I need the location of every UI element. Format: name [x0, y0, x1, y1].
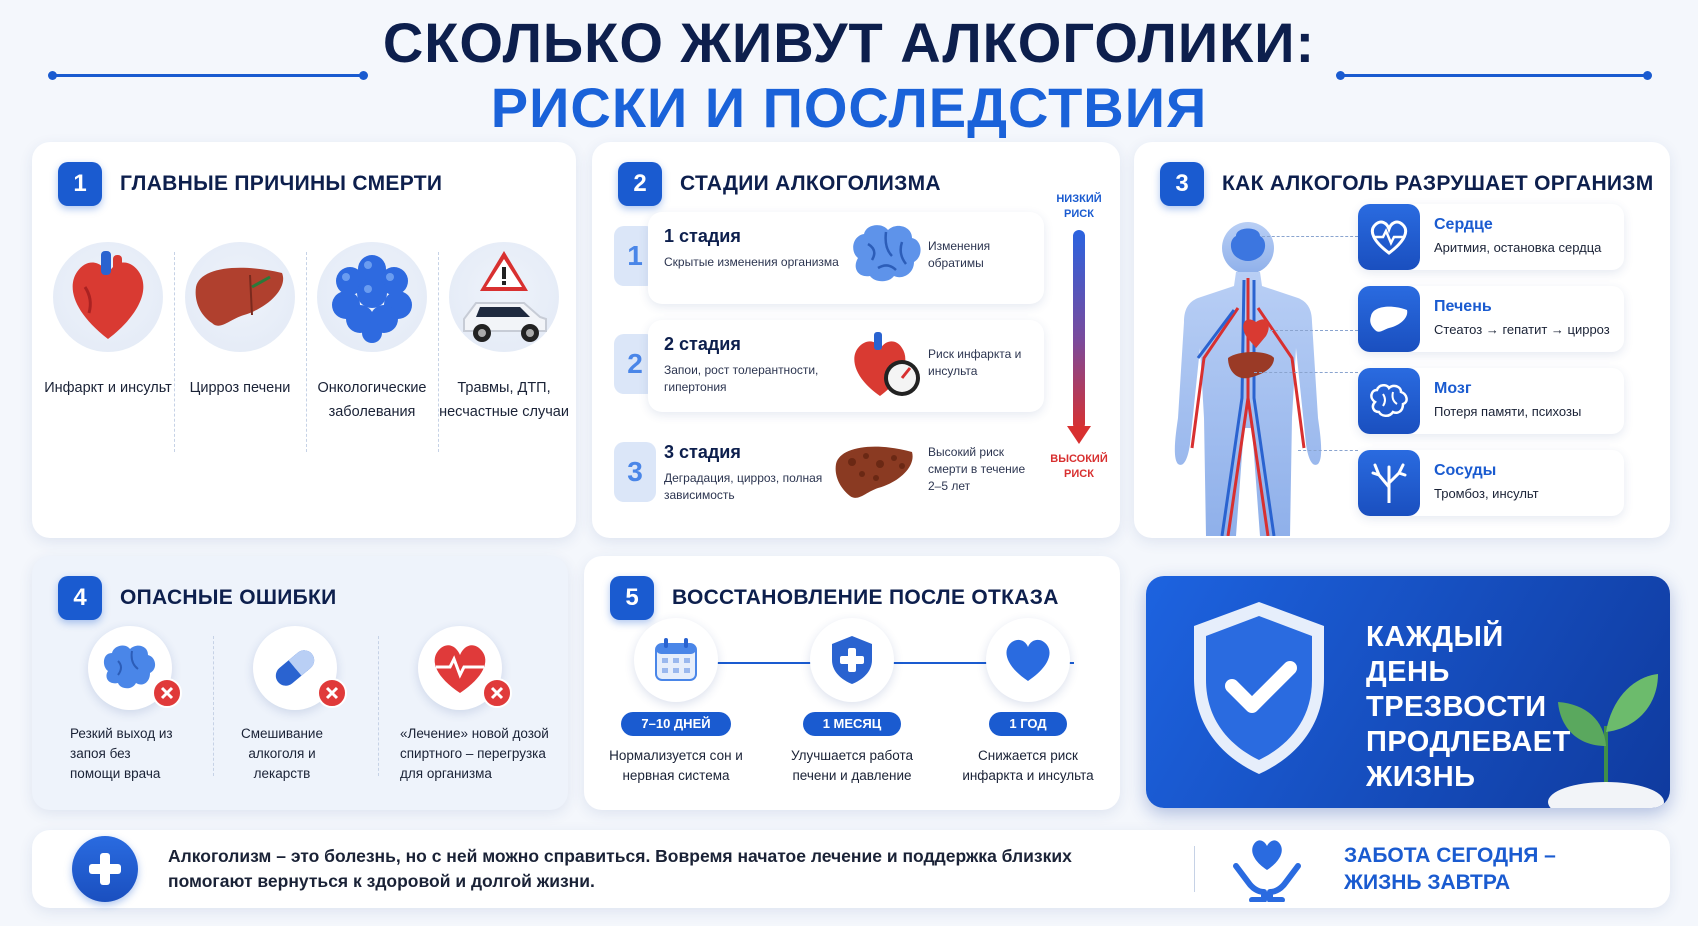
car-warning-icon [449, 242, 559, 352]
organ-name: Печень [1434, 298, 1492, 315]
recovery-step [772, 618, 932, 786]
leader-line [1298, 450, 1358, 451]
brain-icon [1358, 368, 1420, 434]
organ-card-brain [1358, 368, 1624, 434]
section-title: КАК АЛКОГОЛЬ РАЗРУШАЕТ ОРГАНИЗМ [1222, 172, 1654, 195]
causes-panel [32, 142, 576, 538]
stage-description: Скрытые изменения организма [664, 255, 839, 269]
liver-icon [185, 242, 295, 352]
footer-bar [32, 830, 1670, 908]
heart-icon [53, 242, 163, 352]
stage-number: 1 [614, 226, 656, 286]
medical-plus-icon [72, 836, 138, 902]
vessels-icon [1358, 450, 1420, 516]
footer-divider [1194, 846, 1195, 892]
stage-card [648, 428, 1044, 520]
page-title: СКОЛЬКО ЖИВУТ АЛКОГОЛИКИ: [382, 11, 1316, 74]
organ-description: Аритмия, остановка сердца [1434, 240, 1602, 255]
risk-gradient-bar [1073, 230, 1085, 430]
recovery-label: Нормализуется сон и нервная система [609, 748, 743, 783]
section-number: 4 [58, 576, 102, 620]
cause-label: Цирроз печени [189, 380, 291, 396]
stage-note: Изменения обратимы [928, 239, 991, 270]
stage-item [614, 320, 1044, 412]
stage-card [648, 320, 1044, 412]
stage-item [614, 212, 1044, 304]
organs-panel [1134, 142, 1670, 538]
mistake-item [217, 626, 382, 784]
mistake-item [382, 626, 562, 784]
risk-low-label: НИЗКИЙ РИСК [1056, 193, 1102, 220]
hands-heart-icon [1232, 836, 1302, 902]
damaged-liver-icon [832, 438, 912, 510]
recovery-panel [584, 556, 1120, 810]
close-icon [482, 678, 512, 708]
section-number: 5 [610, 576, 654, 620]
calendar-icon [634, 618, 718, 702]
body-figure-icon [1158, 218, 1338, 536]
cells-icon [317, 242, 427, 352]
stages-panel [592, 142, 1120, 538]
section-title: СТАДИИ АЛКОГОЛИЗМА [680, 172, 941, 195]
organ-description: Стеатоз → гепатит → цирроз [1434, 322, 1610, 337]
leader-line [1270, 330, 1358, 331]
organ-card-heart [1358, 204, 1624, 270]
recovery-label: Снижается риск инфаркта и инсульта [962, 748, 1094, 783]
heart-gauge-icon [848, 330, 928, 402]
mistake-label: «Лечение» новой дозой спиртного – перегрузка для организма [400, 726, 549, 781]
mistakes-panel [32, 556, 568, 810]
footer-slogan: ЗАБОТА СЕГОДНЯ – ЖИЗНЬ ЗАВТРА [1344, 844, 1556, 894]
cause-label: Травмы, ДТП, несчастные случаи [439, 380, 569, 420]
recovery-label: Улучшается работа печени и давление [790, 748, 914, 783]
cause-item [438, 242, 570, 424]
leader-line [1254, 372, 1358, 373]
leader-line [1262, 236, 1358, 237]
organ-name: Сердце [1434, 216, 1493, 233]
close-icon [152, 678, 182, 708]
heart-icon [986, 618, 1070, 702]
organ-description: Потеря памяти, психозы [1434, 404, 1582, 419]
organ-name: Сосуды [1434, 462, 1497, 479]
footer-message: Алкоголизм – это болезнь, но с ней можно справиться. Вовремя начатое лечение и поддержка близких помогают вернуться к здоровой и долгой жизни. [168, 846, 1072, 891]
stage-description: Запои, рост толерантности, гипертония [664, 363, 819, 394]
close-icon [317, 678, 347, 708]
organ-description: Тромбоз, инсульт [1434, 486, 1539, 501]
stage-description: Деградация, цирроз, полная зависимость [664, 471, 823, 502]
cause-item [174, 242, 306, 424]
section-number: 2 [618, 162, 662, 206]
period-badge: 7–10 ДНЕЙ [621, 712, 730, 736]
cause-item [42, 242, 174, 424]
stage-title: 3 стадия [664, 442, 741, 462]
liver-icon [1358, 286, 1420, 352]
pill-icon [253, 626, 337, 710]
cause-item [306, 242, 438, 424]
mistake-label: Резкий выход из запоя без помощи врача [70, 726, 173, 781]
recovery-step [948, 618, 1108, 786]
page-header [0, 10, 1698, 140]
period-badge: 1 МЕСЯЦ [803, 712, 902, 736]
heart-pulse-icon [1358, 204, 1420, 270]
heart-pulse-icon [418, 626, 502, 710]
brain-icon [848, 222, 928, 294]
risk-high-label: ВЫСОКИЙ РИСК [1050, 453, 1108, 480]
shield-plus-icon [810, 618, 894, 702]
risk-arrow-icon [1067, 426, 1091, 444]
sprout-icon [1546, 646, 1666, 808]
mistake-label: Смешивание алкоголя и лекарств [241, 726, 323, 781]
organ-name: Мозг [1434, 380, 1472, 397]
stage-number: 3 [614, 442, 656, 502]
section-number: 1 [58, 162, 102, 206]
stage-title: 2 стадия [664, 334, 741, 354]
section-title: ВОССТАНОВЛЕНИЕ ПОСЛЕ ОТКАЗА [672, 586, 1059, 609]
recovery-step [596, 618, 756, 786]
section-title: ОПАСНЫЕ ОШИБКИ [120, 586, 337, 609]
section-number: 3 [1160, 162, 1204, 206]
stage-item [614, 428, 1044, 520]
shield-check-icon [1184, 598, 1334, 778]
page-subtitle: РИСКИ И ПОСЛЕДСТВИЯ [490, 76, 1208, 139]
stage-card [648, 212, 1044, 304]
section-title: ГЛАВНЫЕ ПРИЧИНЫ СМЕРТИ [120, 172, 443, 195]
cause-label: Онкологические заболевания [317, 380, 427, 420]
stage-note: Риск инфаркта и инсульта [928, 347, 1022, 378]
stage-title: 1 стадия [664, 226, 741, 246]
period-badge: 1 ГОД [989, 712, 1066, 736]
stage-number: 2 [614, 334, 656, 394]
stage-note: Высокий риск смерти в течение 2–5 лет [928, 445, 1026, 493]
mistake-item [52, 626, 217, 784]
organ-card-vessels [1358, 450, 1624, 516]
organ-card-liver [1358, 286, 1624, 352]
motivation-banner [1146, 576, 1670, 808]
cause-label: Инфаркт и инсульт [44, 380, 172, 396]
banner-text: КАЖДЫЙ ДЕНЬ ТРЕЗВОСТИ ПРОДЛЕВАЕТ ЖИЗНЬ [1366, 621, 1571, 793]
brain-icon [88, 626, 172, 710]
